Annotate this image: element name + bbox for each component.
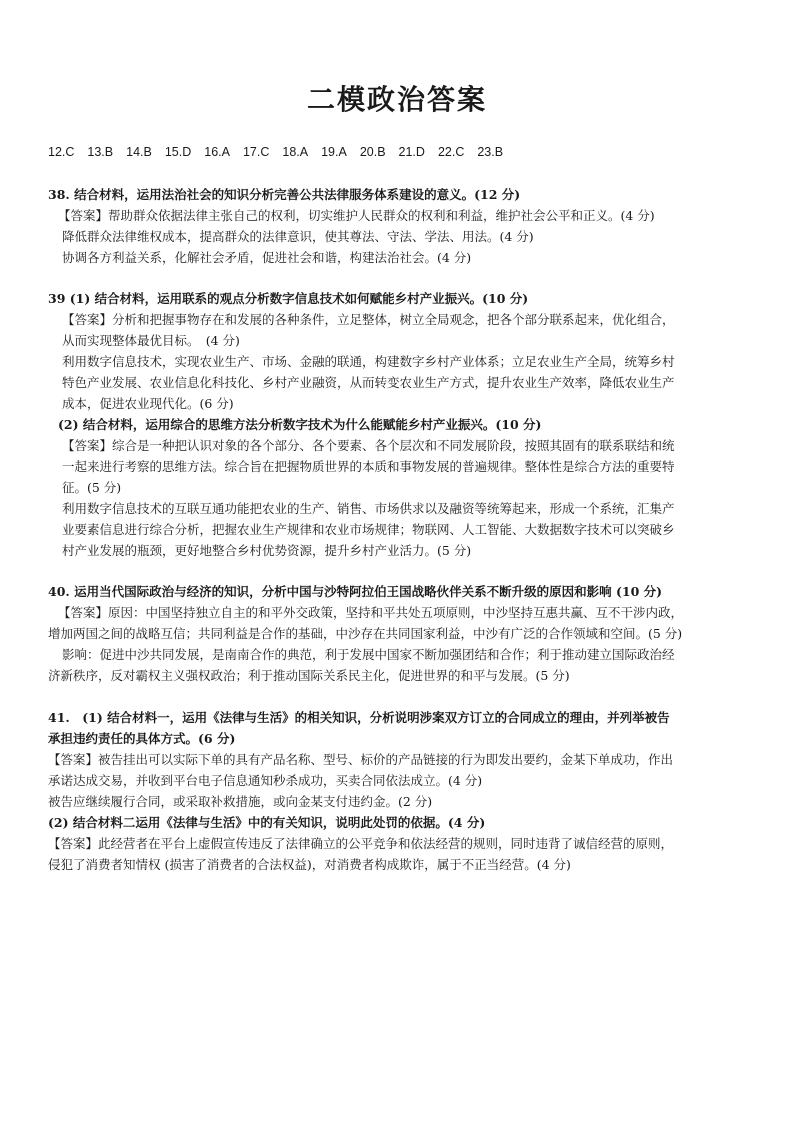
answer-line: 降低群众法律维权成本，提高群众的法律意识，使其尊法、守法、学法、用法。(4 分): [62, 229, 534, 244]
mc-answer: 13.B: [87, 145, 114, 159]
mc-answer: 21.D: [398, 145, 425, 159]
mc-answer: 14.B: [126, 145, 152, 159]
question-41-1: 41. (1) 结合材料一，运用《法律与生活》的相关知识，分析说明涉案双方订立的合同成立的理由，并列举被告: [48, 710, 670, 725]
answer-line: 侵犯了消费者知情权 (损害了消费者的合法权益)，对消费者构成欺诈，属于不正当经营。(4 分): [48, 857, 571, 872]
answer-line: 增加两国之间的战略互信；共同利益是合作的基础，中沙存在共同国家利益，中沙有广泛的合作领域和空间。(5 分): [48, 626, 683, 641]
mc-answer: 19.A: [321, 145, 347, 159]
answer-line: 一起来进行考察的思维方法。综合旨在把握物质世界的本质和事物发展的普遍规律。整体性是综合方法的重要特: [62, 459, 675, 474]
answer-line: 业要素信息进行综合分析，把握农业生产规律和农业市场规律；物联网、人工智能、大数据数字技术可以突破乡: [62, 522, 675, 537]
mc-answer: 12.C: [48, 145, 75, 159]
answer-line: 【答案】综合是一种把认识对象的各个部分、各个要素、各个层次和不同发展阶段，按照其固有的联系联结和统: [62, 438, 675, 453]
question-40: 40. 运用当代国际政治与经济的知识，分析中国与沙特阿拉伯王国战略伙伴关系不断升级的原因和影响 (10 分): [48, 584, 663, 599]
answer-line: 协调各方利益关系，化解社会矛盾，促进社会和谐，构建法治社会。(4 分): [62, 250, 472, 265]
answer-line: 【答案】分析和把握事物存在和发展的各种条件，立足整体，树立全局观念，把各个部分联系起来，优化组合，: [62, 312, 675, 327]
page-title: 二模政治答案: [306, 83, 487, 116]
mc-answer: 17.C: [242, 145, 270, 159]
question-39-2: (2) 结合材料，运用综合的思维方法分析数字技术为什么能赋能乡村产业振兴。(10 分): [58, 417, 542, 432]
mc-answer: 15.D: [164, 145, 192, 159]
answer-line: 影响：促进中沙共同发展，是南南合作的典范，利于发展中国家不断加强团结和合作；利于推动建立国际政治经: [62, 647, 675, 662]
question-41-2: (2) 结合材料二运用《法律与生活》中的有关知识，说明此处罚的依据。(4 分): [48, 815, 486, 830]
answer-line: 成本，促进农业现代化。(6 分): [62, 396, 234, 411]
question-41-1-cont: 承担违约责任的具体方式。(6 分): [48, 731, 236, 746]
answer-line: 【答案】被告挂出可以实际下单的具有产品名称、型号、标价的产品链接的行为即发出要约，金某下单成功，作出: [48, 752, 674, 767]
answer-line: 承诺达成交易，并收到平台电子信息通知秒杀成功，买卖合同依法成立。(4 分): [48, 773, 483, 788]
answer-line: 【答案】帮助群众依据法律主张自己的权利，切实维护人民群众的权利和利益，维护社会公平和正义。(4 分): [58, 208, 655, 223]
mc-answer: 16.A: [204, 145, 230, 159]
mc-answer: 20.B: [359, 145, 386, 159]
question-38: 38. 结合材料，运用法治社会的知识分析完善公共法律服务体系建设的意义。(12 分): [48, 187, 521, 202]
answer-line: 从而实现整体最优目标。 (4 分): [62, 333, 240, 348]
answer-line: 济新秩序，反对霸权主义强权政治；利于推动国际关系民主化，促进世界的和平与发展。(5 分): [48, 668, 570, 683]
answer-line: 【答案】此经营者在平台上虚假宣传违反了法律确立的公平竞争和依法经营的规则，同时违背了诚信经营的原则，: [48, 836, 674, 851]
answer-line: 特色产业发展、农业信息化科技化、乡村产业融资，从而转变农业生产方式，提升农业生产效率，降低农业生产: [62, 375, 675, 390]
answer-line: 利用数字信息技术的互联互通功能把农业的生产、销售、市场供求以及融资等统筹起来，形成一个系统，汇集产: [62, 501, 675, 516]
question-39-1: 39 (1) 结合材料，运用联系的观点分析数字信息技术如何赋能乡村产业振兴。(10 分): [48, 291, 529, 306]
answer-line: 征。(5 分): [62, 480, 122, 495]
answer-line: 村产业发展的瓶颈，更好地整合乡村优势资源，提升乡村产业活力。(5 分): [62, 543, 472, 558]
mc-answer: 22.C: [437, 145, 465, 159]
answer-line: 被告应继续履行合同，或采取补救措施，或向金某支付违约金。(2 分): [48, 794, 433, 809]
answer-line: 利用数字信息技术，实现农业生产、市场、金融的联通，构建数字乡村产业体系；立足农业生产全局，统筹乡村: [62, 354, 675, 369]
answer-line: 【答案】原因：中国坚持独立自主的和平外交政策，坚持和平共处五项原则，中沙坚持互惠共赢、互不干涉内政，: [58, 605, 684, 620]
mc-answer: 23.B: [477, 145, 504, 159]
multiple-choice-answers: [48, 145, 503, 159]
mc-answer: 18.A: [282, 145, 309, 159]
